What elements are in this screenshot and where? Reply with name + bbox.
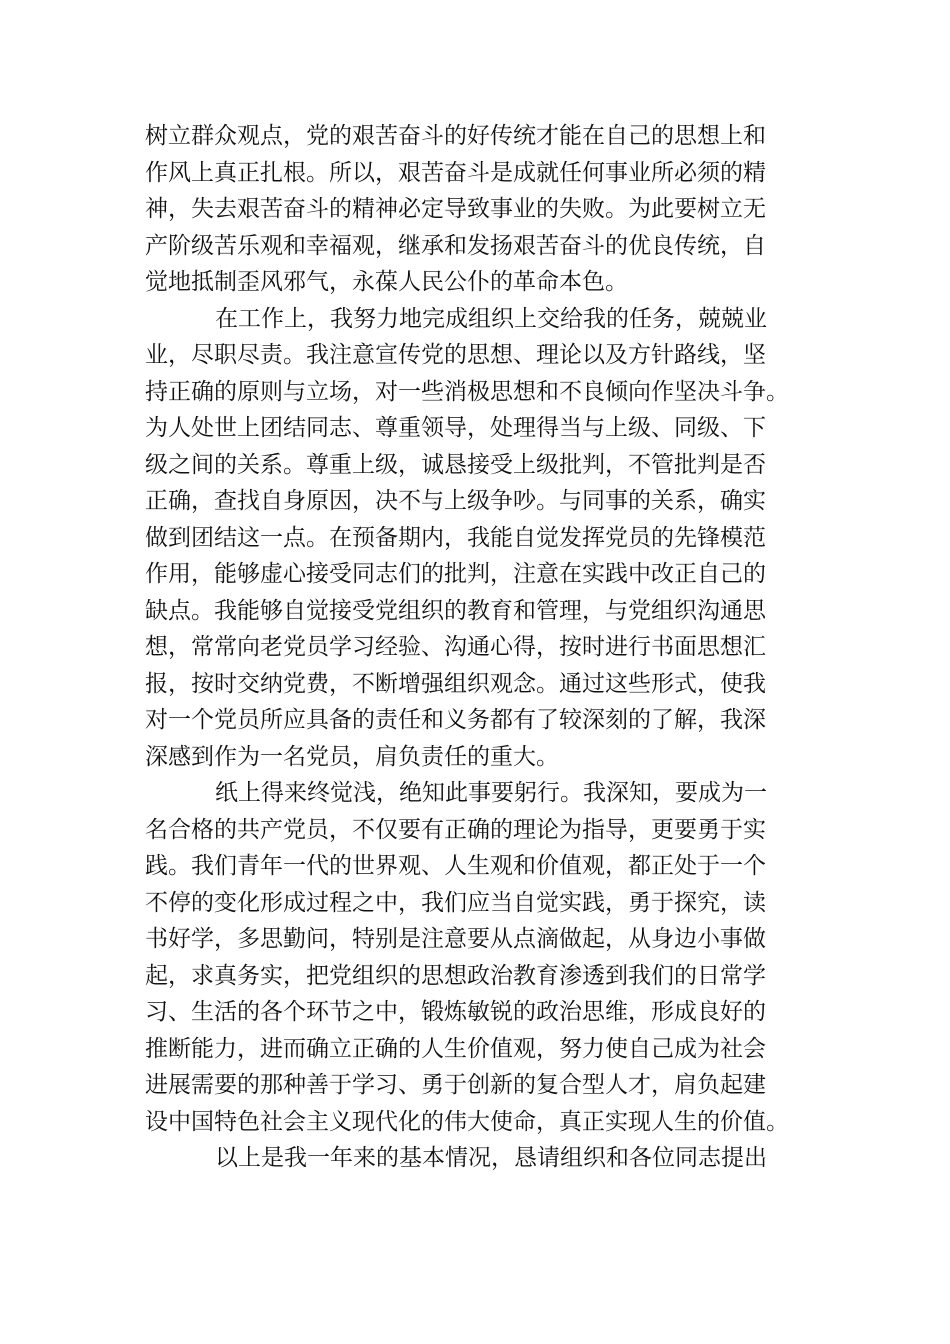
paragraph <box>145 118 805 301</box>
line-text: 书好学，多思勤问，特别是注意要从点滴做起，从身边小事做 <box>145 926 766 952</box>
paragraph <box>145 1140 805 1177</box>
text-line <box>145 1031 805 1068</box>
line-text: 不停的变化形成过程之中，我们应当自觉实践，勇于探究，读 <box>145 889 766 916</box>
line-text: 报，按时交纳党费，不断增强组织观念。通过这些形式，使我 <box>145 670 766 697</box>
paragraph <box>145 775 805 1140</box>
paragraph <box>145 301 805 776</box>
text-line <box>145 191 805 228</box>
line-text: 正确，查找自身原因，决不与上级争吵。与同事的关系，确实 <box>145 488 766 514</box>
text-line <box>145 994 805 1031</box>
text-line <box>145 812 805 849</box>
line-text: 起，求真务实，把党组织的思想政治教育渗透到我们的日常学 <box>145 962 766 989</box>
line-text: 设中国特色社会主义现代化的伟大使命，真正实现人生的价值。 <box>145 1108 789 1135</box>
text-line <box>145 593 805 630</box>
text-line <box>145 447 805 484</box>
text-line <box>145 483 805 520</box>
line-text: 想，常常向老党员学习经验、沟通心得，按时进行书面思想汇 <box>145 634 766 660</box>
line-text: 神，失去艰苦奋斗的精神必定导致事业的失败。为此要树立无 <box>145 196 766 222</box>
line-text: 持正确的原则与立场，对一些消极思想和不良倾向作坚决斗争。 <box>145 378 789 405</box>
document-body <box>145 118 805 1177</box>
text-line <box>145 155 805 192</box>
line-text: 作用，能够虚心接受同志们的批判，注意在实践中改正自己的 <box>145 561 766 587</box>
line-text: 推断能力，进而确立正确的人生价值观，努力使自己成为社会 <box>145 1035 766 1062</box>
line-text: 作风上真正扎根。所以，艰苦奋斗是成就任何事业所必须的精 <box>145 159 766 186</box>
text-line <box>145 739 805 776</box>
line-text: 业，尽职尽责。我注意宣传党的思想、理论以及方针路线，坚 <box>145 342 766 368</box>
text-line <box>145 301 805 338</box>
line-text: 级之间的关系。尊重上级，诚恳接受上级批判，不管批判是否 <box>145 451 766 478</box>
text-line <box>145 264 805 301</box>
text-line <box>145 520 805 557</box>
text-line <box>145 374 805 411</box>
line-text: 以上是我一年来的基本情况，恳请组织和各位同志提出 <box>215 1145 767 1171</box>
line-text: 深感到作为一名党员，肩负责任的重大。 <box>145 743 559 770</box>
text-line <box>145 556 805 593</box>
text-line <box>145 337 805 374</box>
text-line <box>145 666 805 703</box>
line-text: 在工作上，我努力地完成组织上交给我的任务，兢兢业 <box>215 305 767 332</box>
line-text: 纸上得来终觉浅，绝知此事要躬行。我深知，要成为一 <box>215 780 767 806</box>
text-line <box>145 410 805 447</box>
line-text: 觉地抵制歪风邪气，永葆人民公仆的革命本色。 <box>145 269 628 295</box>
text-line <box>145 629 805 666</box>
line-text: 产阶级苦乐观和幸福观，继承和发扬艰苦奋斗的优良传统，自 <box>145 232 766 259</box>
line-text: 缺点。我能够自觉接受党组织的教育和管理，与党组织沟通思 <box>145 597 766 624</box>
text-line <box>145 118 805 155</box>
text-line <box>145 885 805 922</box>
line-text: 习、生活的各个环节之中，锻炼敏锐的政治思维，形成良好的 <box>145 999 766 1025</box>
line-text: 做到团结这一点。在预备期内，我能自觉发挥党员的先锋模范 <box>145 524 766 551</box>
line-text: 树立群众观点，党的艰苦奋斗的好传统才能在自己的思想上和 <box>145 123 766 149</box>
text-line <box>145 848 805 885</box>
line-text: 名合格的共产党员，不仅要有正确的理论为指导，更要勇于实 <box>145 816 766 843</box>
text-line <box>145 1104 805 1141</box>
text-line <box>145 958 805 995</box>
line-text: 对一个党员所应具备的责任和义务都有了较深刻的了解，我深 <box>145 707 766 733</box>
line-text: 为人处世上团结同志、尊重领导，处理得当与上级、同级、下 <box>145 415 766 441</box>
text-line <box>145 702 805 739</box>
line-text: 进展需要的那种善于学习、勇于创新的复合型人才，肩负起建 <box>145 1072 766 1098</box>
text-line <box>145 921 805 958</box>
line-text: 践。我们青年一代的世界观、人生观和价值观，都正处于一个 <box>145 853 766 879</box>
text-line <box>145 1140 805 1177</box>
text-line <box>145 1067 805 1104</box>
text-line <box>145 228 805 265</box>
text-line <box>145 775 805 812</box>
